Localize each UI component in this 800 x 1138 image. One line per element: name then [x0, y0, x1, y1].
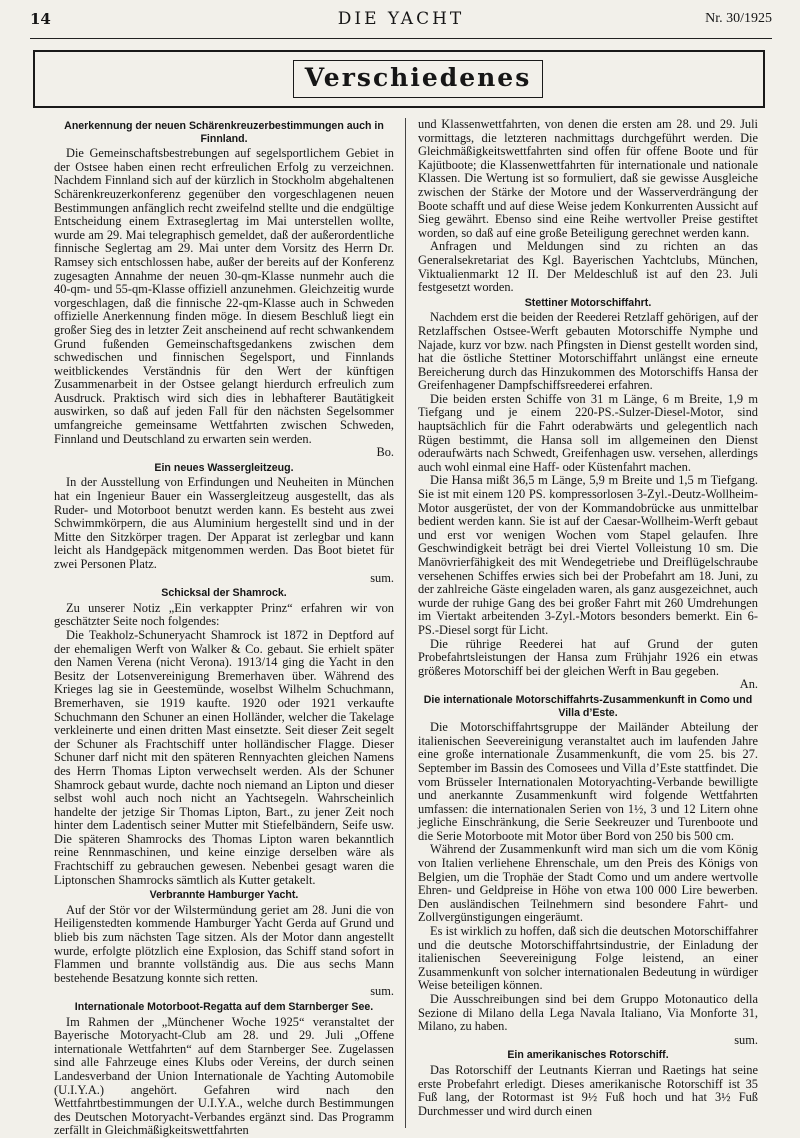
article-heading: Ein neues Wassergleitzeug. — [154, 461, 294, 474]
article-heading: Anerkennung der neuen Schärenkreuzerbestimmungen auch in Finnland. — [64, 120, 384, 145]
article-paragraph: In der Ausstellung von Erfindungen und Neuheiten in München hat ein Ingenieur Bauer ein Wassergleitzeug ausgestellt, das als Ruder- und Motorboot benutzt werden kann. Es besteht aus zwei Schwimmkörpern, die aus Aluminium hergestellt sind und in der Mitte den Sitzkörper tragen. Der Apparat ist zerlegbar und kann leicht als Handgepäck mitgenommen werden. Das Boot bietet für zwei Personen Platz. — [54, 476, 394, 571]
article-heading: Stettiner Motorschiffahrt. — [524, 296, 652, 309]
article-heading: Internationale Motorboot-Regatta auf dem Starnberger See. — [74, 1001, 374, 1013]
article-heading: Die internationale Motorschiffahrts-Zusammenkunft in Como und Villa d’Este. — [423, 693, 753, 719]
article — [54, 889, 394, 999]
author-signature: sum. — [370, 984, 394, 999]
right-column — [418, 118, 758, 1118]
section-title-frame — [33, 50, 765, 108]
article-paragraph: Die rührige Reederei hat auf Grund der guten Probefahrtsleistungen der Hansa zum Frühjahr 1926 ein etwas größeres Motorschiff bei der gleichen Werft in Bau gegeben. — [418, 637, 758, 678]
article — [418, 118, 758, 295]
article-paragraph: Anfragen und Meldungen sind zu richten an das Generalsekretariat des Kgl. Bayerischen Yachtclubs, München, Viktualienmarkt 12 II. Der Meldeschluß ist auf den 23. Juli festgesetzt worden. — [418, 239, 758, 295]
article-paragraph: Die Ausschreibungen sind bei dem Gruppo Motonautico della Sezione di Milano della Lega Navala Italiano, Via Monforte 31, Milano, zu haben. — [418, 993, 758, 1034]
article-paragraph: Die Teakholz-Schuneryacht Shamrock ist 1872 in Deptford auf der ehemaligen Werft von Walker & Co. gebaut. Sie erhielt später den Namen Verena (nicht Verona). 1913/14 ging die Yacht in den Besitz der Lotsenvereinigung Bremerhaven über. Während des Krieges lag sie in Geestemünde, woselbst Wilhelm Schuchmann, Bremerhaven, sie 1919 kaufte. 1920 oder 1921 verkaufte Schuchmann den Schuner an einen Holländer, welcher die Takelage verkleinerte und einen dritten Mast einsetzte. Seit dieser Zeit segelt der Schuner als Frachtschiff unter holländischer Flagge. Dieser Schuner darf nicht mit den späteren Rennyachten gleichen Namens des Herrn Thomas Lipton verwechselt werden. Als der Schuner Shamrock gebaut wurde, dachte noch niemand an Lipton und dieser selbst wohl auch noch nicht an Yachtsegeln. Wahrscheinlich handelte der jetzige Sir Thomas Lipton, Bart., zu jener Zeit noch hinter dem Ladentisch seiner Mutter mit Stiefelbändern, Seife usw. Die späteren Shamrocks des Thomas Lipton waren bekanntlich reine Rennmaschinen, und keine einzige derselben wäre als Frachtschiff zu gebrauchen gewesen. Nebenbei gesagt waren die Liptonschen Shamrocks sämtlich als Kutter getakelt. — [54, 627, 394, 887]
article-paragraph: Die Gemeinschaftsbestrebungen auf segelsportlichem Gebiet in der Ostsee haben einen recht erfreulichen Erfolg zu verzeichnen. Nachdem Finnland sich auf der kürzlich in Stockholm abgehaltenen Schärenkreuzerkonferenz gegenüber den vorgeschlagenen neuen Bestimmungen anfänglich recht zweifelnd stellte und die endgültige Entscheidung einem Extraseglertag im Mai unterstellen wollte, wurde am 29. Mai telegraphisch gemeldet, daß der außerordentliche finnische Seglertag am 29. Mai unter dem Vorsitz des Herrn Dr. Ramsey sich entschlossen habe, außer der bereits auf der Konferenz zugesagten Annahme der neuen 30-qm-Klasse nunmehr auch die 40-qm- und 55-qm-Klasse offiziell anzunehmen. Gleichzeitig wurde vorgeschlagen, daß die finnische 22-qm-Klasse auch in Schweden offizielle Anerkennung finden möge. In diesem Beschluß liegt ein großer Sieg des in letzter Zeit anscheinend auf recht schwankendem Grund fußenden Gemeinschaftsgedankens zwischen dem schwedischen und finnischen Segelsport, und Finnlands weitblickendes Verständnis für den Wert der künftigen Zusammenarbeit in der Ostsee gelangt hierdurch erfreulich zum Ausdruck. Praktisch wird sich dies in lebhafterer Bautätigkeit auswirken, so daß auf jeden Fall für den nächsten Segelsommer umfangreiche gemeinsame Wettfahrten zwischen Schweden, Finnland und Deutschland zu erwarten sein werden. — [54, 147, 394, 446]
article-paragraph: Zu unserer Notiz „Ein verkappter Prinz“ erfahren wir von geschätzter Seite noch folgendes: — [54, 600, 394, 629]
page-number: 14 — [30, 10, 51, 28]
article — [418, 297, 758, 692]
author-signature: sum. — [734, 1032, 758, 1047]
author-signature: sum. — [370, 570, 394, 585]
article-paragraph: Auf der Stör vor der Wilstermündung geriet am 28. Juni die von Heiligenstedten kommende Hamburger Yacht Gerda auf Grund und blieb bis zum nächsten Tage sitzen. Als der Motor dann angestellt wurde, erfolgte plötzlich eine Explosion, das Schiff stand sofort in Flammen und brannte vollständig aus. Die aus sechs Mann bestehende Besatzung konnte sich retten. — [54, 903, 394, 985]
article — [418, 694, 758, 1047]
article-paragraph: Nachdem erst die beiden der Reederei Retzlaff gehörigen, auf der Retzlaffschen Ostsee-Werft gebauten Motorschiffe Nymphe und Najade, kurz vor bzw. nach Pfingsten in Dienst gestellt worden sind, hat die östliche Stettiner Motorschiffahrt unlängst eine erneute Bereicherung durch das Hinzukommen des Motorschiffs Hansa der Greifenhagener Dampfschiffsreederei erfahren. — [418, 310, 758, 393]
article-paragraph: Die Motorschiffahrtsgruppe der Mailänder Abteilung der italienischen Seevereinigung veranstaltet auch im laufenden Jahre eine große internationale Zusammenkunft, die vom 25. bis 27. September im Bassin des Comosees und Villa d’Este stattfindet. Die vom Brüsseler Internationalen Motoryachting-Verbande bewilligte und anerkannte Zusammenkunft wird folgende Wettfahrten umfassen: die internationalen Serien von 1½, 3 und 12 Litern ohne jegliche Einschränkung, die Serie Seekreuzer und Turenboote und die Serie Motorboote mit Motor über Bord von 250 bis 500 cm. — [418, 720, 758, 843]
article — [54, 462, 394, 585]
author-signature: Bo. — [376, 445, 394, 460]
article-paragraph: Es ist wirklich zu hoffen, daß sich die deutschen Motorschiffahrer und die deutsche Motorschiffahrtsindustrie, der Einladung der italienischen Seevereinigung Folge leistend, an einer Zusammenkunft von solcher internationalen Bedeutung in würdiger Weise beteiligen können. — [418, 924, 758, 993]
page-header — [30, 10, 772, 36]
header-rule — [30, 38, 772, 39]
article — [418, 1049, 758, 1118]
masthead: DIE YACHT — [337, 9, 465, 29]
article-paragraph: Die beiden ersten Schiffe von 31 m Länge, 6 m Breite, 1,9 m Tiefgang und je einem 220-PS.-Sulzer-Diesel-Motor, sind hauptsächlich für die Fahrt oderabwärts und gelegentlich nach Rügen bestimmt, die Hansa soll im allgemeinen den Dienst oderaufwärts nach Schwedt, Greifenhagen usw. versehen, allerdings auch wohl einmal eine Haff- oder Küstenfahrt machen. — [418, 391, 758, 474]
article-heading: Ein amerikanisches Rotorschiff. — [507, 1049, 669, 1062]
issue-number: Nr. 30/1925 — [705, 11, 772, 26]
article-paragraph: Die Hansa mißt 36,5 m Länge, 5,9 m Breite und 1,5 m Tiefgang. Sie ist mit einem 120 PS. kompressorlosen 3-Zyl.-Deutz-Wollheim-Motor ausgerüstet, der von der Kommandobrücke aus unmittelbar bedient werden kann. Sie ist auf der Caesar-Wollheim-Werft gebaut und erst vor wenigen Wochen vom Stapel gelaufen. Ihre Geschwindigkeit beträgt bei drei Viertel Volleistung 10 sm. Die Manövrierfähigkeit des mit Wendegetriebe und Dreiflügelschraube versehenen Schiffes erwies sich bei der Probefahrt am 18. Juni, zu der zahlreiche Gäste eingeladen waren, als ganz ausgezeichnet, auch wurde der ruhige Gang des bei großer Fahrt mit 260 Umdrehungen im Viertakt arbeitenden 3-Zyl.-Motors besonders bemerkt. Ein 6-PS.-Diesel sorgt für Licht. — [418, 473, 758, 637]
section-title: Verschiedenes — [293, 60, 543, 98]
article — [54, 120, 394, 460]
article-paragraph: und Klassenwettfahrten, von denen die ersten am 28. und 29. Juli vormittags, die letzteren nachmittags durchgeführt werden. Die Gleichmäßigkeitswettfahrten sind offen für offene Boote und für Kajütboote; die Klassenwettfahrten für internationale und nationale Klassen. Die Wertung ist so formuliert, daß sie gewisse Ausgleiche zwischen der Stärke der Motore und der Wasserverdrängung der Boote schafft und auf diese Weise jedem Konkurrenten Aussicht auf Sieg gewährt. Ebenso sind eine Reihe wertvoller Preise gestiftet worden, so daß auf eine große Beteiligung gerechnet werden kann. — [418, 117, 758, 240]
article-paragraph: Das Rotorschiff der Leutnants Kierran und Raetings hat seine erste Probefahrt erledigt. Dieses amerikanische Rotorschiff ist 35 Fuß lang, der Rotormast ist 9½ Fuß hoch und hat 3½ Fuß Durchmesser und wird durch einen — [418, 1062, 758, 1118]
column-divider — [405, 118, 406, 1128]
article-paragraph: Während der Zusammenkunft wird man sich um die vom König von Italien verliehene Ehrenschale, um den Preis des Königs von Belgien, um die Trophäe der Stadt Como und um andere wertvolle Ehren- und Geldpreise in Höhe von etwa 100 000 Lire bewerben. Den ausländischen Teilnehmern sind besondere Fahrt- und Zollvergünstigungen eingeräumt. — [418, 842, 758, 925]
left-column — [54, 118, 394, 1138]
article-heading: Verbrannte Hamburger Yacht. — [149, 889, 299, 902]
article-heading: Schicksal der Shamrock. — [161, 587, 287, 600]
author-signature: An. — [739, 677, 758, 692]
article-paragraph: Im Rahmen der „Münchener Woche 1925“ veranstaltet der Bayerische Motoryacht-Club am 28. und 29. Juli „Offene internationale Wettfahrten“ auf dem Starnberger See. Zugelassen sind alle Fahrzeuge eines Klubs oder Vereins, der durch seinen Landesverband der Union Internationale de Yachting Automobile (U.I.Y.A.) angehört. Gefahren wird nach den Wettfahrtbestimmungen der U.I.Y.A., welche durch Bestimmungen des Deutschen Motoryacht-Verbandes ergänzt sind. Das Programm zerfällt in Gleichmäßigkeitswettfahrten — [54, 1014, 394, 1138]
article — [54, 587, 394, 887]
article — [54, 1001, 394, 1138]
